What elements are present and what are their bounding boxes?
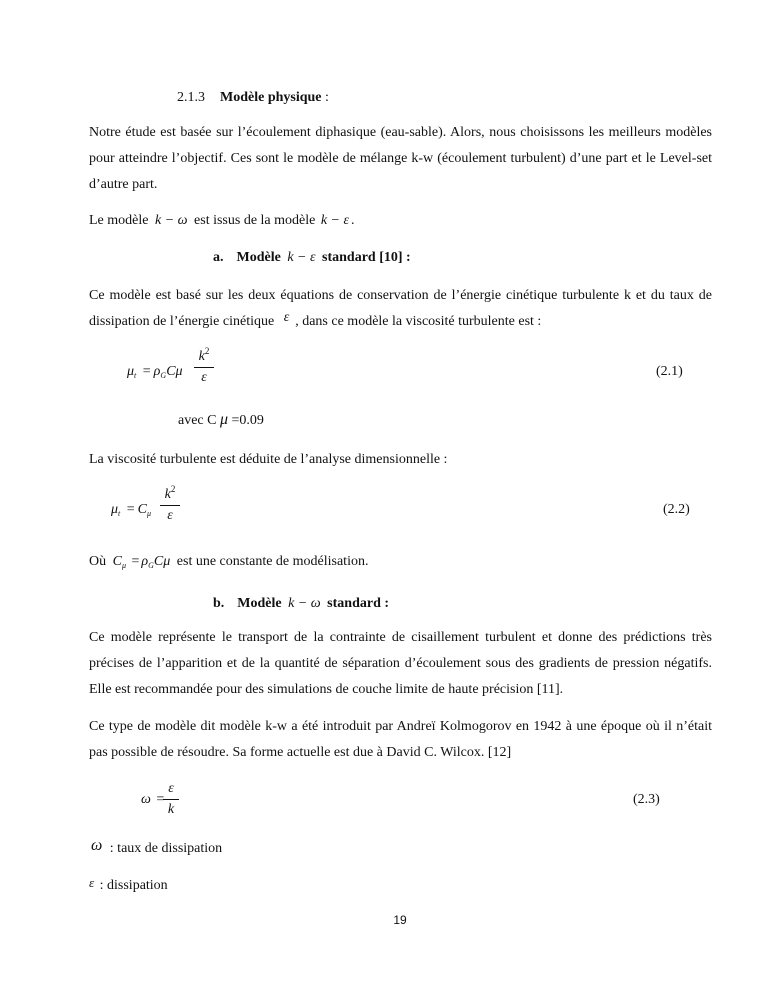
constant-prefix: avec C xyxy=(178,413,217,428)
eq21-den: ε xyxy=(201,370,207,385)
where-rho: ρ xyxy=(141,554,149,569)
eq21-equals: = xyxy=(142,364,151,379)
subsection-b-letter: b. xyxy=(213,596,225,611)
eq23-num: ε xyxy=(168,781,174,796)
subsection-b-rest: standard : xyxy=(327,596,390,611)
equation-2-3-fraction xyxy=(163,780,179,819)
subsection-b-label: Modèle xyxy=(237,596,282,611)
eq23-equals: = xyxy=(156,792,165,807)
definition-omega-text: : taux de dissipation xyxy=(109,841,223,856)
definition-epsilon xyxy=(89,875,168,896)
equation-2-1-fraction xyxy=(194,348,214,387)
where-suffix: est une constante de modélisation. xyxy=(176,554,369,569)
constant-symbol: μ xyxy=(219,411,229,428)
eq21-lhs: μ xyxy=(127,364,135,379)
where-prefix: Où xyxy=(89,554,107,569)
section-number: 2.1.3 xyxy=(177,90,205,105)
definition-omega-symbol: ω xyxy=(91,837,103,854)
eq21-rho-sub: G xyxy=(160,371,167,380)
subsection-a-letter: a. xyxy=(213,250,224,265)
eq21-num-sup: 2 xyxy=(204,346,210,356)
viscosity-line: La viscosité turbulente est déduite de l’analyse dimensionnelle : xyxy=(89,452,448,467)
equation-2-1 xyxy=(127,362,183,383)
definition-omega xyxy=(91,838,222,859)
where-cmu: Cμ xyxy=(153,554,171,569)
section-title-suffix: : xyxy=(321,90,329,105)
definition-epsilon-text: : dissipation xyxy=(99,878,168,893)
subsection-a-heading xyxy=(213,248,411,268)
eq23-den: k xyxy=(167,802,175,817)
where-c-sub: μ xyxy=(121,561,126,570)
eq21-c: Cμ xyxy=(166,364,183,379)
eq22-den: ε xyxy=(167,508,173,523)
subsection-b-heading xyxy=(213,594,389,614)
origin-model-a: k − ω xyxy=(154,213,188,228)
eq22-equals: = xyxy=(126,502,135,517)
paragraph-a-tail: , dans ce modèle la viscosité turbulente est : xyxy=(295,314,542,329)
where-rho-sub: G xyxy=(148,561,154,570)
section-title: Modèle physique xyxy=(220,90,322,105)
subsection-a-model: k − ε xyxy=(287,250,316,265)
intro-paragraph: Notre étude est basée sur l’écoulement diphasique (eau-sable). Alors, nous choisissons les meilleurs modèles pour atteindre l’objectif. Ces sont le modèle de mélange k-w (écoulement turbulent) d’une part et le Level-set d’autre part. xyxy=(89,125,712,192)
equation-2-2 xyxy=(111,500,151,521)
eq22-lhs-sub: t xyxy=(118,509,121,518)
paragraph-b2: Ce type de modèle dit modèle k-w a été introduit par Andreï Kolmogorov en 1942 à une époque où il n’était pas possible de résoudre. Sa forme actuelle est due à David C. Wilcox. [12] xyxy=(89,719,712,760)
equation-2-2-number: (2.2) xyxy=(663,502,690,517)
origin-suffix: . xyxy=(351,213,355,228)
equation-2-1-number: (2.1) xyxy=(656,364,683,379)
eq22-num-sup: 2 xyxy=(170,484,176,494)
eq22-num: k xyxy=(164,487,171,502)
constant-value: =0.09 xyxy=(231,413,264,428)
eq22-lhs: μ xyxy=(111,502,119,517)
origin-middle: est issus de la modèle xyxy=(194,213,316,228)
where-c: C xyxy=(112,554,122,569)
subsection-a-label: Modèle xyxy=(236,250,281,265)
eq22-c-sub: μ xyxy=(147,509,152,518)
subsection-a-rest: standard [10] : xyxy=(322,250,411,265)
where-line xyxy=(89,552,368,573)
where-equals: = xyxy=(131,554,140,569)
origin-line xyxy=(89,211,355,231)
origin-model-b: k − ε xyxy=(320,213,350,228)
eq22-c: C xyxy=(137,502,148,517)
origin-prefix: Le modèle xyxy=(89,213,149,228)
equation-2-2-fraction xyxy=(160,486,180,525)
eq21-lhs-sub: t xyxy=(134,371,137,380)
eq21-rho: ρ xyxy=(153,364,161,379)
eq21-num: k xyxy=(198,349,205,364)
paragraph-a-text: Ce modèle est basé sur les deux équations de conservation de l’énergie cinétique turbulente k et du taux de dissipation de l’énergie cinétique xyxy=(89,288,712,329)
subsection-b-model: k − ω xyxy=(288,596,321,611)
paragraph-a xyxy=(89,283,712,335)
constant-note xyxy=(178,410,264,431)
page-number: 19 xyxy=(393,913,407,927)
section-heading xyxy=(177,88,329,108)
equation-2-3-number: (2.3) xyxy=(633,792,660,807)
paragraph-b1: Ce modèle représente le transport de la contrainte de cisaillement turbulent et donne des prédictions très précises de l’apparition et de la quantité de séparation d’écoulement sous des gradients de pression négatifs. Elle est recommandée pour des simulations de couche limite de haute précision [11]. xyxy=(89,630,712,697)
definition-epsilon-symbol: ε xyxy=(89,875,95,890)
eq23-lhs: ω xyxy=(141,792,151,807)
paragraph-a-symbol: ε xyxy=(283,310,290,325)
